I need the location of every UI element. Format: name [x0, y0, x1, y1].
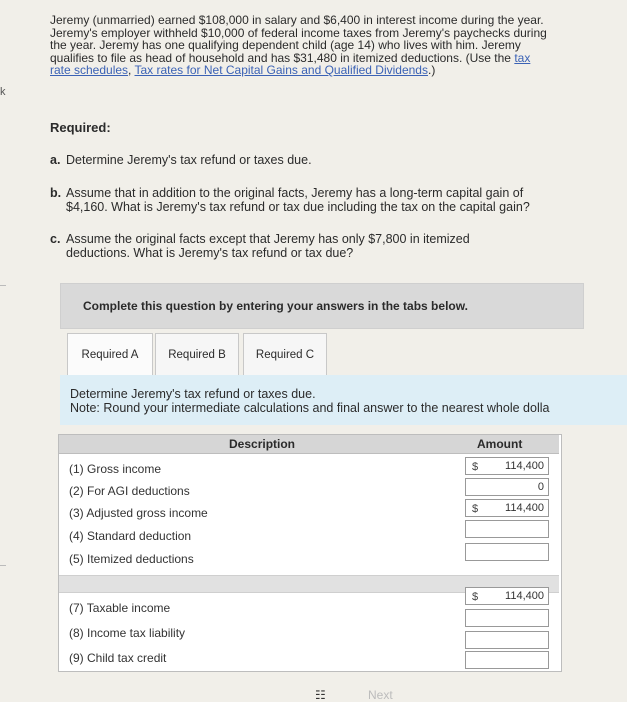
row-label-standard-deduction: (4) Standard deduction	[69, 529, 192, 543]
row-label-itemized-deductions: (5) Itemized deductions	[69, 552, 194, 566]
instruction-panel	[60, 375, 627, 425]
link-separator: ,	[128, 63, 135, 77]
instruction-note: Note: Round your intermediate calculations and final answer to the nearest whole dolla	[70, 401, 550, 415]
problem-text: Jeremy (unmarried) earned $108,000 in salary and $6,400 in interest income during the year. Jeremy's employer withheld $10,000 of federal income taxes from Jeremy's paychecks during the year. Jeremy has one qualifying dependent child (age 14) who lives with him. Jeremy qualifies to file as head of household and has $31,480 in itemized deductions. (Use the	[50, 13, 547, 65]
question-c: c. Assume the original facts except that Jeremy has only $7,800 in itemized deductions. What is Jeremy's tax refund or tax due?	[50, 232, 470, 260]
row-label-child-tax-credit: (9) Child tax credit	[69, 651, 167, 665]
row-label-for-agi-deductions: (2) For AGI deductions	[69, 484, 190, 498]
tab-required-c[interactable]: Required C	[243, 333, 327, 375]
gross-income-input[interactable]: $ 114,400	[465, 457, 549, 475]
margin-mark: k	[0, 86, 6, 98]
income-tax-liability-input[interactable]	[465, 631, 549, 649]
margin-tick	[0, 285, 6, 286]
capital-gains-rates-link[interactable]: Tax rates for Net Capital Gains and Qualified Dividends	[134, 63, 428, 77]
required-heading: Required:	[50, 120, 111, 135]
margin-tick	[0, 565, 6, 566]
tab-required-b[interactable]: Required B	[155, 333, 239, 375]
answer-table	[58, 434, 562, 672]
itemized-deductions-input[interactable]	[465, 543, 549, 561]
taxable-income-input[interactable]	[465, 609, 549, 627]
row-label-taxable-income: (7) Taxable income	[69, 601, 171, 615]
grid-icon[interactable]: ☷	[315, 688, 325, 702]
for-agi-deductions-input[interactable]: 0	[465, 478, 549, 496]
tab-required-a[interactable]: Required A	[67, 333, 153, 375]
problem-statement	[50, 14, 550, 77]
question-a: a. Determine Jeremy's tax refund or taxes due.	[50, 153, 312, 167]
problem-end: .)	[427, 63, 436, 77]
amount-header: Amount	[477, 437, 523, 451]
tax-rate-schedules-link[interactable]: tax rate schedules	[50, 50, 531, 77]
question-b: b. Assume that in addition to the original facts, Jeremy has a long-term capital gain of $4,160. What is Jeremy's tax refund or tax due including the tax on the capital gain?	[50, 186, 530, 214]
adjusted-gross-income-input[interactable]: $ 114,400	[465, 499, 549, 517]
next-button[interactable]: Next	[368, 688, 393, 702]
row-label-adjusted-gross-income: (3) Adjusted gross income	[69, 506, 208, 520]
deduction-amount-input[interactable]: $ 114,400	[465, 587, 549, 605]
child-tax-credit-input[interactable]	[465, 651, 549, 669]
description-header: Description	[229, 437, 296, 451]
standard-deduction-input[interactable]	[465, 520, 549, 538]
instructions-banner: Complete this question by entering your answers in the tabs below.	[60, 283, 584, 329]
instruction-line: Determine Jeremy's tax refund or taxes due.	[70, 387, 316, 401]
row-label-income-tax-liability: (8) Income tax liability	[69, 626, 186, 640]
table-header	[59, 435, 559, 454]
row-label-gross-income: (1) Gross income	[69, 462, 162, 476]
